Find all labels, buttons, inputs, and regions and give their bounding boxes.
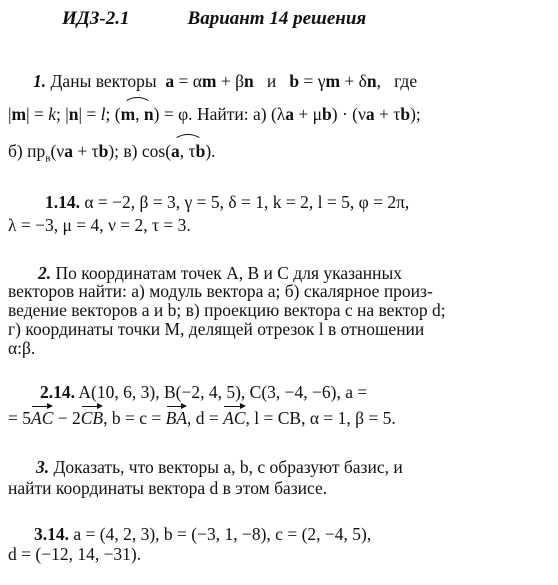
task2-p2-a: = 5 [8,408,31,428]
task2-p2-d: , d = [187,408,219,428]
idz-code: ИДЗ-2.1 [62,8,130,29]
task1-line2: |m| = k; |n| = l; (m, n) = φ. Найти: а) (λa + μb) · (νa + τb); [8,104,421,124]
task1-line1: 1. Даны векторы a = αm + βn и b = γm + δn, где [33,71,418,91]
task3-text-1: Доказать, что векторы a, b, c образуют базис, и [53,457,403,477]
task2-text-3: ведение векторов a и b; в) проекцию вектора c на вектор d; [8,300,446,320]
vector-ba: BA [165,408,188,428]
task2-params-1: A(10, 6, 3), B(−2, 4, 5), C(3, −4, −6), a = [78,382,368,402]
task1-variant-label: 1.14. [45,192,80,212]
task1-number: 1. [33,71,47,91]
task2-p2-e: , l = CB, α = 1, β = 5. [245,408,396,428]
task2-p2-c: , b = c = [103,408,162,428]
task1-text-and: и [266,71,277,91]
vector-ac: AC [31,408,54,428]
task2-variant-line1 [40,382,558,402]
task2-p2-b: − 2 [57,408,81,428]
task2-number: 2. [38,263,52,283]
task3-params-2: d = (−12, 14, −31). [8,544,142,564]
task1-line3: б) $пр_в(\nu a + \tau b)$; в) cos(a, τb). [8,141,216,165]
task1-find: Найти: а) [196,104,267,124]
task3-variant-line1 [34,524,558,544]
task2-variant-label: 2.14. [40,382,75,402]
task2-line3 [8,300,558,320]
task1-text-a: Даны векторы [50,71,157,91]
angle-a-tb: a, τb [171,141,206,161]
task2-line1 [38,263,558,283]
task2-text-5: α:β. [8,338,36,358]
task3-variant-line2 [8,544,558,564]
page-title [62,8,366,30]
task2-text-4: г) координаты точки M, делящей отрезок l в отношении [8,319,425,339]
task2-text-1: По координатам точек A, B и C для указанных [55,263,403,283]
variant-label: Вариант 14 решения [187,8,367,29]
task1-text-where: где [394,71,418,91]
task1-part-c: в) [123,141,138,161]
task1-params-1: α = −2, β = 3, γ = 5, δ = 1, k = 2, l = 5, φ = 2π, [84,192,410,212]
task3-line2 [8,478,558,498]
task1-part-b: б) [8,141,23,161]
task1-pr: пр [27,141,46,161]
task1-variant-line1 [45,192,558,212]
task1-params-2: λ = −3, μ = 4, ν = 2, τ = 3. [8,215,191,235]
vector-ac-2: AC [223,408,246,428]
task2-text-2: векторов найти: а) модуль вектора a; б) скалярное произ- [8,281,433,301]
task2-variant-line2 [8,408,558,428]
task1-variant-line2 [8,215,558,235]
task1-cos: cos [141,141,166,161]
task2-line2 [8,281,558,301]
task3-text-2: найти координаты вектора d в этом базисе. [8,478,328,498]
task3-variant-label: 3.14. [34,524,69,544]
task3-line1 [36,457,558,477]
task3-number: 3. [36,457,50,477]
task2-line5 [8,338,558,358]
angle-mn: m, n [120,104,154,124]
task2-line4 [8,319,558,339]
task3-params-1: a = (4, 2, 3), b = (−3, 1, −8), c = (2, −4, 5), [73,524,372,544]
vector-cb: CB [80,408,104,428]
